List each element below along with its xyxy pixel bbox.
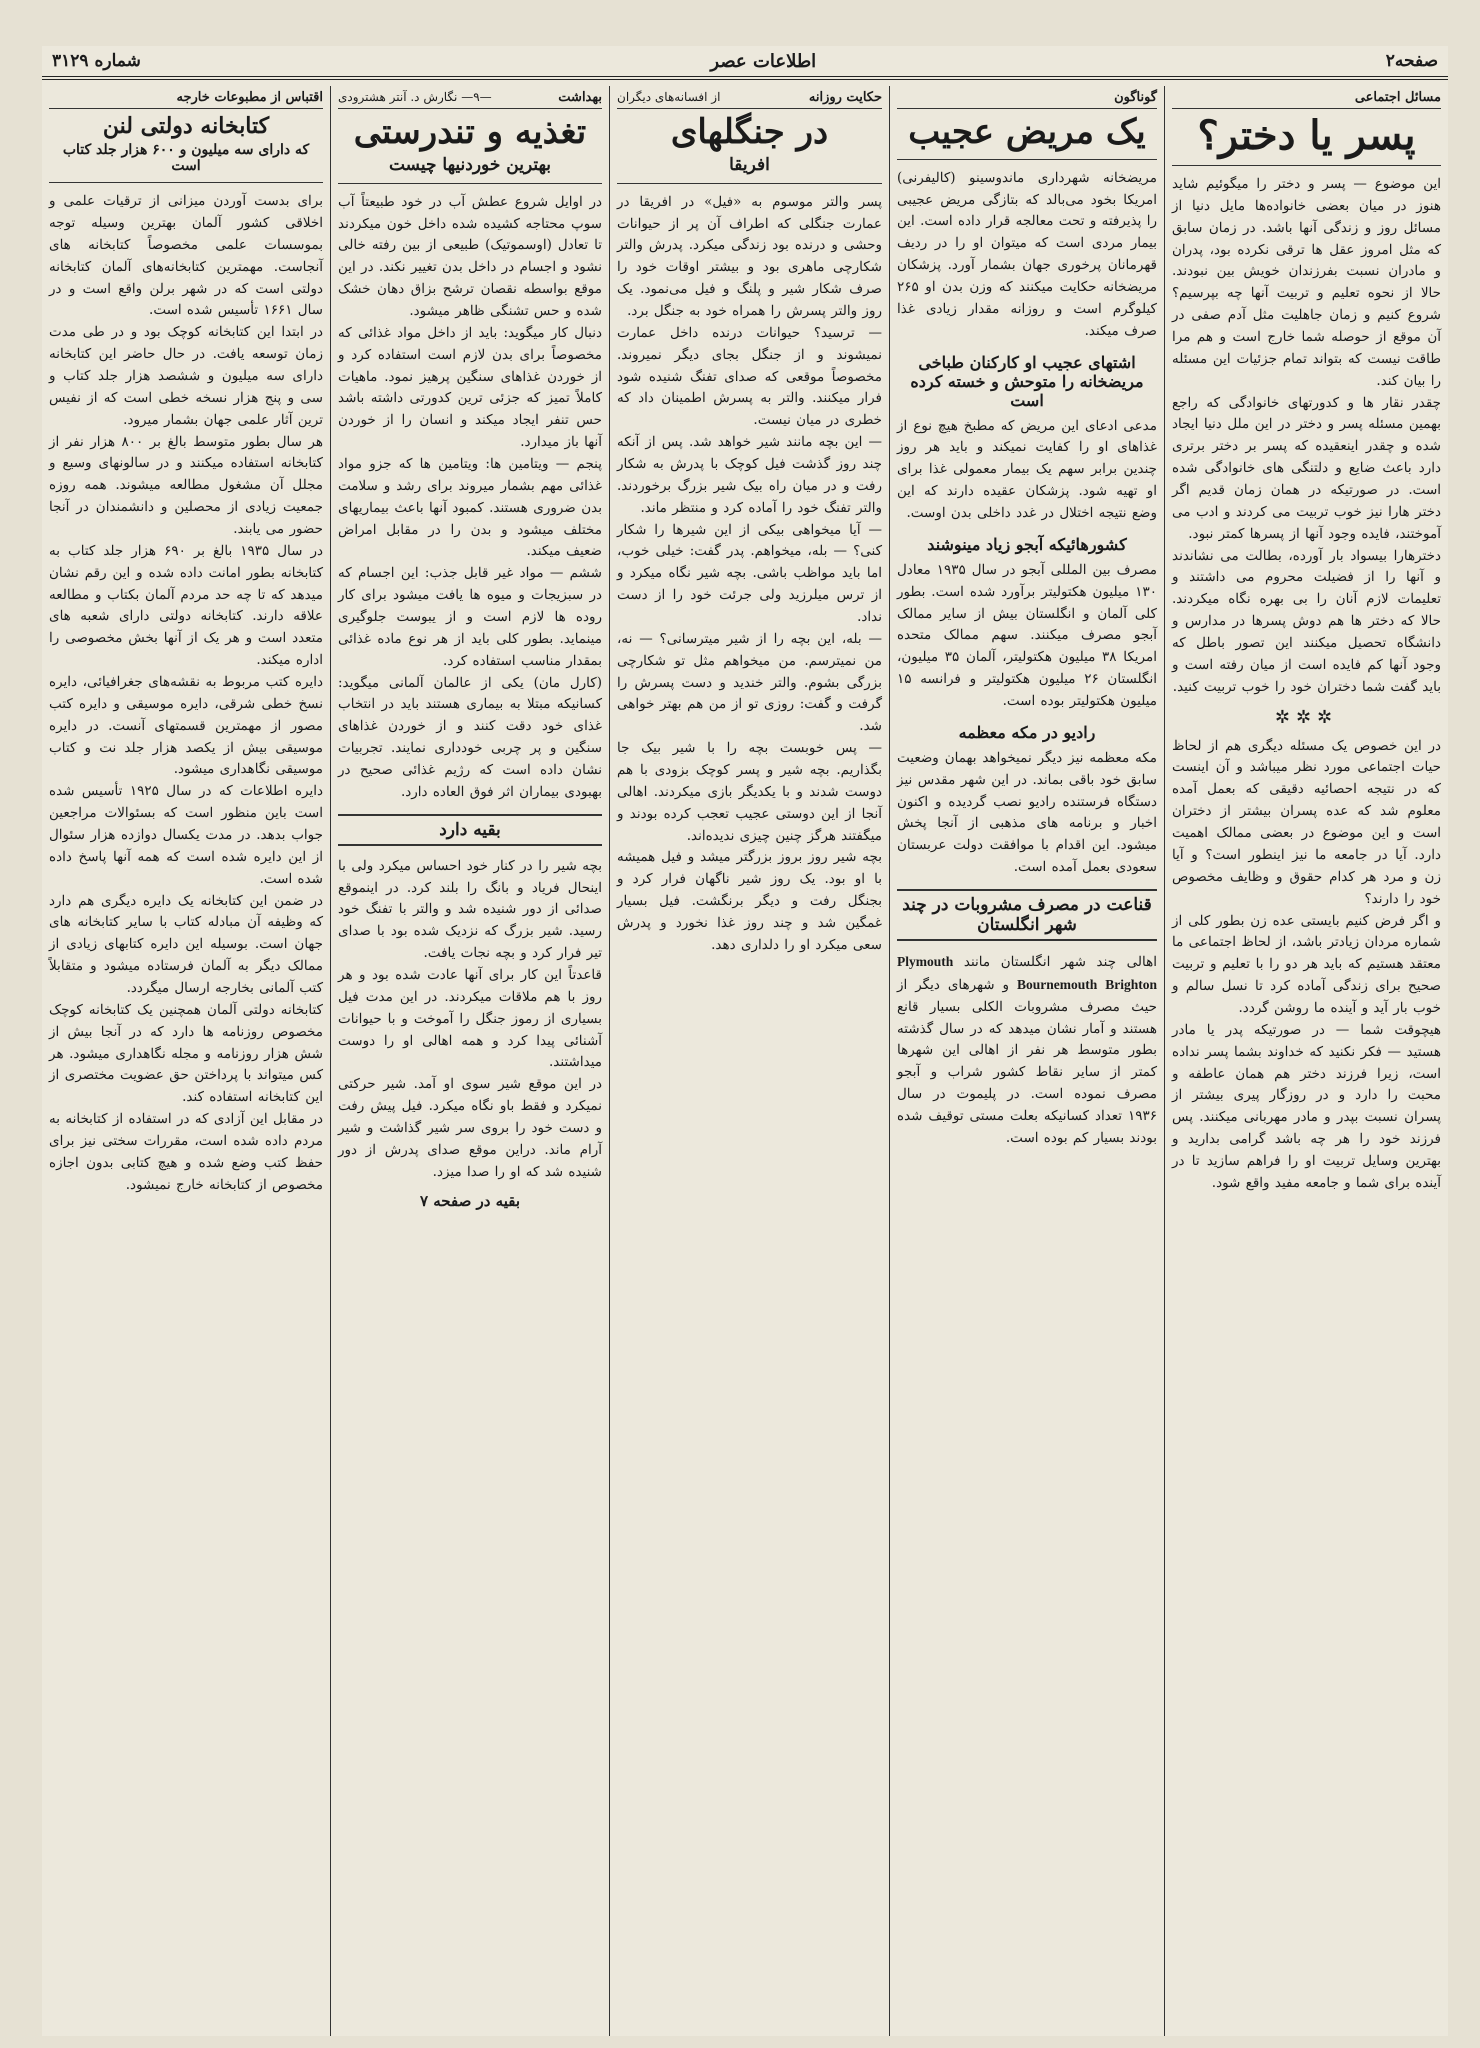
column-kicker: گوناگون bbox=[897, 90, 1157, 109]
kicker-title: بهداشت bbox=[558, 90, 602, 105]
article-paragraph: — آیا میخواهی بیکی از این شیرها را شکار کنی؟ — بله، میخواهم. پدر گفت: خیلی خوب، اما باید مواظب باشی. بچه شیر نگاه میکرد و از ترس میلرزید ولی جرئت خود را از دست نداد. bbox=[617, 521, 882, 626]
newspaper-page bbox=[42, 46, 1448, 2036]
article-paragraph: این موضوع — پسر و دختر را میگوئیم شاید هنوز در میان بعضی خانواده‌ها مایل دنیا از مسائل روز و زندگی آنها باشد. در زمان سابق که مثل امروز عقل ها ترقی نکرده بود، پدران و مادران نسبت بفرزندان خویش بین نبودند. حالا از نحوه تعلیم و تربیت آنها چه بپرسیم؟ شروع کنیم و زمان جاهلیت مثل آدم صفی در آن موقع از حوصله شما خارج است و هم مرا طاقت نیست که بتواند تمام جزئیات این مسئله را بیان کند. bbox=[1172, 176, 1441, 389]
article-paragraph: هر سال بطور متوسط بالغ بر ۸۰۰ هزار نفر از کتابخانه استفاده میکنند و در سالونهای وسیع و مجلل آن مشغول مطالعه میشوند. همه روزه جمعیت زیادی از محصلین و دانشمندان در آنجا حضور می یابند. bbox=[49, 433, 323, 537]
article-paragraph: برای بدست آوردن میزانی از ترقیات علمی و اخلاقی کشور آلمان بهترین وسیله توجه بموسسات علمی مخصوصاً کتابخانه های آنجاست. مهمترین کتابخانه‌های آلمان کتابخانه دولتی است که در شهر برلن واقع است و در سال ۱۶۶۱ تأسیس شده است. bbox=[49, 193, 323, 319]
latin-place-name: Brighton bbox=[1105, 976, 1158, 992]
article-text: و شهرهای دیگر از حیث مصرف مشروبات الکلی بسیار قانع هستند و آمار نشان میدهد که در سال گذشته بطور متوسط هر نفر از اهالی این شهرها کمتر از سایر نقاط کشور شراب و آبجو مصرف نموده است. در پلیموت در سال ۱۹۳۶ تعداد کسانیکه بعلت مستی توقیف شده بودند بسیار کم بوده است. bbox=[897, 976, 1157, 1146]
article-paragraph: در اوایل شروع عطش آب در خود طبیعتاً آب سوپ محتاجه کشیده شده داخل خون میکردند تا تعادل (اوسموتیک) طبیعی از بین رفته خالی نشود و اجسام در داخل بدن تغییر نکند. در این موقع بواسطه نقصان ترشح بزاق دهان خشک شده و حس تشنگی ظاهر میشود. bbox=[337, 193, 602, 319]
divider bbox=[617, 183, 882, 184]
article-paragraph: دخترهارا بیسواد بار آورده، بطالت می نشاندند و آنها را از فضیلت محروم می داشتند و تعلیمات لازم آنان را بی بهره نگاه میکردند. حالا که دختر ها هم دوش پسرها در مدارس و دانشگاه تحصیل میکنند این تصور باطل که وجود آنها کم فایده است از میان رفته است و باید گفت شما دختران خود را خوب تربیت کنید. bbox=[1172, 547, 1441, 695]
column-daily-story bbox=[609, 86, 889, 2036]
subheadline-library-size: که دارای سه میلیون و ۶۰۰ هزار جلد کتاب است bbox=[62, 142, 310, 175]
article-paragraph: پنجم — ویتامین ها: ویتامین ها که جزو مواد غذائی مهم بشمار میروند برای رشد و سلامت بدن ضروری هستند. کمبود آنها باعث بیماریهای مختلف میشود و بدن را در مقابل امراض ضعیف میکند. bbox=[338, 456, 602, 560]
article-paragraph: هیچوقت شما — در صورتیکه پدر یا مادر هستید — فکر نکنید که خداوند بشما پسر نداده است، زیرا فرزند دختر هم همان عاطفه و محبت را دارد و در روزگار پیری بیشتر از پسران نسبت بپدر و مادر مهربانی میکنند. پس فرزند خود را هر چه باشد گرامی بدارید و بهترین وسایل تربیت او را فراهم سازید تا در آینده برای شما و جامعه مفید واقع شود. bbox=[1172, 1021, 1441, 1191]
issue-number: شماره ۳۱۲۹ bbox=[52, 51, 141, 71]
article-paragraph: — ترسید؟ حیوانات درنده داخل عمارت نمیشوند و از جنگل بجای دیگر نمیروند. مخصوصاً موقعی که صدای تفنگ شنیده شود فرار میکنند. والتر به پسرش اطمینان داد که خطری در میان نیست. bbox=[617, 324, 882, 429]
article-paragraph bbox=[897, 951, 1157, 1150]
latin-place-name: Plymouth bbox=[897, 954, 954, 970]
article-paragraph: مریضخانه شهرداری ماندوسینو (کالیفرنی) امریکا بخود می‌بالد که بتازگی مریض عجیبی را پذیرفته و تحت معالجه قرار داده است. این بیمار مردی است که میتوان او را در ردیف قهرمانان پرخوری جهان بشمار آورد. پزشکان مریضخانه حکایت میکنند که وزن بدن او ۲۶۵ کیلوگرم است و روزانه مقدار زیادی غذا صرف میکند. bbox=[897, 169, 1157, 339]
headline-jungles: در جنگلهای bbox=[670, 112, 829, 152]
column-foreign-press bbox=[42, 86, 330, 2036]
article-paragraph: در سال ۱۹۳۵ بالغ بر ۶۹۰ هزار جلد کتاب به کتابخانه بطور امانت داده شده و این رقم نشان میدهد که تا چه حد مردم آلمان بکتاب و مطالعه علاقه دارند. کتابخانه دولتی دارای شعبه های متعدد است و هر یک از آنها بخش مخصوصی را اداره میکند. bbox=[49, 542, 323, 669]
subheading: اشتهای عجیب او کارکنان طباخی مریضخانه را متوحش و خسته کرده است bbox=[910, 352, 1144, 410]
headline-africa: افریقا bbox=[729, 154, 770, 175]
headline-state-library: کتابخانه دولتی لنن bbox=[102, 113, 270, 139]
article-paragraph: (کارل مان) یکی از عالمان آلمانی میگوید: کسانیکه مبتلا به بیماری هستند باید در انتخاب غذای خود دقت کنند و از خوردن غذاهای سنگین و پر چربی خودداری نمایند. تجربیات نشان داده است که رژیم غذائی صحیح در بهبودی بیماران اثر فوق العاده دارد. bbox=[338, 674, 602, 800]
column-miscellaneous bbox=[889, 86, 1164, 2036]
page-number: صفحه۲ bbox=[1385, 51, 1438, 71]
kicker-author: —۹— نگارش د. آنتر هشترودی bbox=[338, 90, 492, 104]
article-paragraph: دایره کتب مربوط به نقشه‌های جغرافیائی، دایره نسخ خطی شرقی، دایره موسیقی و دایره کتب مصور از مهمترین قسمتهای آنست. در دایره موسیقی بیش از یکصد هزار جلد نت و کتاب موسیقی نگاهداری میشود. bbox=[49, 674, 323, 778]
article-paragraph: — پس خوبست بچه را با شیر بیک جا بگذاریم. بچه شیر و پسر کوچک بزودی با هم دوست شدند و با یکدیگر بازی میکردند. اهالی آنجا از این دوستی عجیب تعجب کرده بودند و میگفتند هرگز چنین چیزی ندیده‌اند. bbox=[617, 740, 882, 844]
article-paragraph: پسر والتر موسوم به «فیل» در افریقا در عمارت جنگلی که اطراف آن پر از حیوانات وحشی و درنده بود زندگی میکرد. پدرش والتر شکارچی ماهری بود و بیشتر اوقات خود را صرف شکار شیر و پلنگ و فیل می‌نمود. یک روز والتر پسرش را همراه خود به جنگل برد. bbox=[617, 193, 882, 319]
article-paragraph: بچه شیر روز بروز بزرگتر میشد و فیل همیشه با او بود. یک روز شیر ناگهان فرار کرد و بجنگل رفت و دیگر برنگشت. فیل بسیار غمگین شد و چند روز غذا نخورد و پدرش سعی میکرد او را دلداری دهد. bbox=[617, 849, 882, 953]
article-paragraph: در این موقع شیر سوی او آمد. شیر حرکتی نمیکرد و فقط باو نگاه میکرد. فیل پیش رفت و دست خود را بروی سر شیر گذاشت و شیر آرام ماند. دراین موقع صدای پدرش از دور شنیده شد که او را صدا میزد. bbox=[338, 1076, 602, 1180]
headline-nutrition-health: تغذیه و تندرستی bbox=[353, 112, 587, 152]
article-paragraph: در ابتدا این کتابخانه کوچک بود و در طی مدت زمان توسعه یافت. در حال حاضر این کتابخانه دارای سه میلیون و ششصد هزار جلد کتاب و سی و پنج هزار نسخه خطی است که از نفیس ترین آثار علمی جهان بشمار میرود. bbox=[49, 324, 323, 428]
continued-marker: بقیه دارد bbox=[338, 814, 602, 846]
paper-name: اطلاعات عصر bbox=[710, 50, 817, 72]
column-kicker bbox=[338, 90, 602, 109]
article-paragraph: بچه شیر را در کنار خود احساس میکرد ولی با اینحال فریاد و بانگ را بلند کرد. در اینموقع صدائی از دور شنیده شد و والتر با تفنگ خود رسید. شیر بزرگ که نزدیک شده بود با صدای تیر فرار کرد و بچه نجات یافت. bbox=[338, 857, 602, 962]
article-text: اهالی چند شهر انگلستان مانند bbox=[963, 954, 1158, 971]
article-paragraph: در مقابل این آزادی که در استفاده از کتابخانه به مردم داده شده است، مقررات سختی نیز برای حفظ کتب وضع شده و هیچ کتابی بدون اجازه مخصوص از کتابخانه خارج نمیشود. bbox=[49, 1111, 323, 1193]
divider bbox=[1172, 165, 1441, 166]
column-kicker: مسائل اجتماعی bbox=[1172, 90, 1441, 109]
article-paragraph: چقدر نقار ها و کدورتهای خانوادگی که راجع بهمین مسئله پسر و دختر در این ملل دنیا ایجاد شده و چقدر اینعقیده که پسر بر دختر برتری دارد باعث ضایع و دلتنگی های خانوادگی شده است. در صورتیکه در همان زمان قدیم اگر دختر هارا نیز خوب تربیت می کردند و ادب می آموختند، فایده وجود آنها از پسرها کمتر نبود. bbox=[1172, 394, 1441, 542]
divider bbox=[897, 159, 1157, 160]
subheadline-best-foods: بهترین خوردنیها چیست bbox=[388, 154, 552, 175]
columns bbox=[42, 86, 1448, 2036]
article-paragraph: دایره اطلاعات که در سال ۱۹۲۵ تأسیس شده است باین منظور است که بسئوالات مراجعین جواب بدهد. در مدت یکسال دوازده هزار سئوال از این دایره شده است که همه آنها پاسخ داده شده است. bbox=[49, 783, 323, 887]
article-paragraph: در این خصوص یک مسئله دیگری هم از لحاظ حیات اجتماعی مورد نظر میباشد و آن اینست که در نتیجه احصائیه دقیقی که بعمل آمده معلوم شد که عده پسران بیشتر از دختران است و این موضوع در بعضی ممالک اهمیت دارد. آیا در جامعه ما نیز اینطور است؟ و آیا زن و مرد هر کدام حقوق و وظایف مخصوص خود را دارند؟ bbox=[1172, 737, 1441, 907]
article-paragraph: — بله، این بچه را از شیر میترسانی؟ — نه، من نمیترسم. من میخواهم مثل تو شکارچی بزرگی بشوم. والتر خندید و دست پسرش را گرفت و گفت: روزی تو از من هم بهتر خواهی شد. bbox=[617, 630, 882, 735]
article-paragraph: دنبال کار میگوید: باید از داخل مواد غذائی که مخصوصاً برای بدن لازم است استفاده کرد و از خوردن غذاهای سنگین پرهیز نمود. ماهیات کاملاً تمیز که جزئی ترین کدورتی داشته باشد حس تنفر ایجاد میکند و انسان را از خوردن آنها باز میدارد. bbox=[338, 324, 602, 451]
article-paragraph: در ضمن این کتابخانه یک دایره دیگری هم دارد که وظیفه آن مبادله کتاب با سایر کتابخانه های جهان است. بوسیله این دایره کتابهای زیادی از ممالک دیگر به آلمان فرستاده میشود و متقابلاً کتب آلمانی بخارجه ارسال میگردد. bbox=[49, 892, 323, 997]
kicker-title: حکایت روزانه bbox=[808, 90, 882, 105]
article-paragraph: کتابخانه دولتی آلمان همچنین یک کتابخانه کوچک مخصوص روزنامه ها دارد که در آنجا بیش از شش هزار روزنامه و مجله نگاهداری میشود. هر کس میتواند با پرداختن حق عضویت مختصری از این کتابخانه استفاده کند. bbox=[49, 1001, 323, 1106]
section-separator: ✲✲✲ bbox=[1274, 706, 1339, 728]
subheading: کشورهائیکه آبجو زیاد مینوشند bbox=[927, 534, 1127, 554]
divider bbox=[338, 183, 602, 184]
article-paragraph: مدعی ادعای این مریض که مطبخ هیچ نوع از غذاهای او را کفایت نمیکند و باید هر روز چندین برابر سهم یک بیمار معمولی غذا برای او تهیه شود. پزشکان عقیده دارند که این وضع نتیجه اختلال در غدد داخلی بدن اوست. bbox=[897, 417, 1157, 521]
article-paragraph: قاعدتاً این کار برای آنها عادت شده بود و هر روز با هم ملاقات میکردند. در این مدت فیل بسیاری از رموز جنگل را آموخت و با حیوانات آشنائی پیدا کرد و همه اهالی او را دوست میداشتند. bbox=[338, 967, 602, 1071]
latin-place-name: Bournemouth bbox=[1017, 976, 1098, 992]
subheading-boxed: قناعت در مصرف مشروبات در چند شهر انگلستان bbox=[897, 889, 1157, 941]
article-paragraph: مصرف بین المللی آبجو در سال ۱۹۳۵ معادل ۱۳۰ میلیون هکتولیتر برآورد شده است. بطور کلی آلمان و انگلستان بیش از سایر ممالک آبجو مصرف میکنند. سهم ممالک متحده امریکا ۳۸ میلیون هکتولیتر، آلمان ۳۵ میلیون، انگلستان ۲۶ میلیون هکتولیتر و فرانسه ۱۵ میلیون هکتولیتر بوده است. bbox=[897, 561, 1158, 710]
article-paragraph: ششم — مواد غیر قابل جذب: این اجسام که در سبزیجات و میوه ها یافت میشود برای کار روده ها لازم است و از یبوست جلوگیری مینماید. بطور کلی باید از هر نوع ماده غذائی بمقدار مناسب استفاده کرد. bbox=[338, 565, 602, 669]
column-social-issues bbox=[1164, 86, 1448, 2036]
column-kicker bbox=[617, 90, 882, 109]
headline-boy-or-girl: پسر یا دختر؟ bbox=[1197, 112, 1416, 159]
divider bbox=[49, 182, 323, 183]
article-paragraph: و اگر فرض کنیم بایستی عده زن بطور کلی از شماره مردان زیادتر باشد، از لحاظ اجتماعی ما معتقد هستیم که باید هر دو را با تعلیم و تربیت صحیح برای زندگی آماده کرد تا نسل سالم و خوب بار آید و آینده ما روشن گردد. bbox=[1172, 912, 1441, 1016]
article-paragraph: مکه معظمه نیز دیگر نمیخواهد بهمان وضعیت سابق خود باقی بماند. در این شهر مقدس نیز دستگاه فرستنده رادیو نصب گردیده و اکنون اخبار و برنامه های مذهبی از آنجا پخش میشود. این اقدام با موافقت دولت عربستان سعودی بعمل آمده است. bbox=[897, 749, 1157, 876]
column-health bbox=[330, 86, 609, 2036]
masthead bbox=[42, 46, 1448, 80]
continued-on-page: بقیه در صفحه ۷ bbox=[419, 1191, 521, 1210]
headline-strange-patient: یک مریض عجیب bbox=[908, 112, 1146, 152]
subheading: رادیو در مکه معظمه bbox=[958, 722, 1096, 742]
kicker-source: از افسانه‌های دیگران bbox=[617, 90, 721, 104]
article-paragraph: — این بچه مانند شیر خواهد شد. پس از آنکه چند روز گذشت فیل کوچک با پدرش به شکار رفت و در میان راه بیک شیر بزرگ برخوردند. والتر تفنگ خود را آماده کرد و منتظر ماند. bbox=[617, 434, 882, 516]
column-kicker: اقتباس از مطبوعات خارجه bbox=[49, 90, 323, 109]
